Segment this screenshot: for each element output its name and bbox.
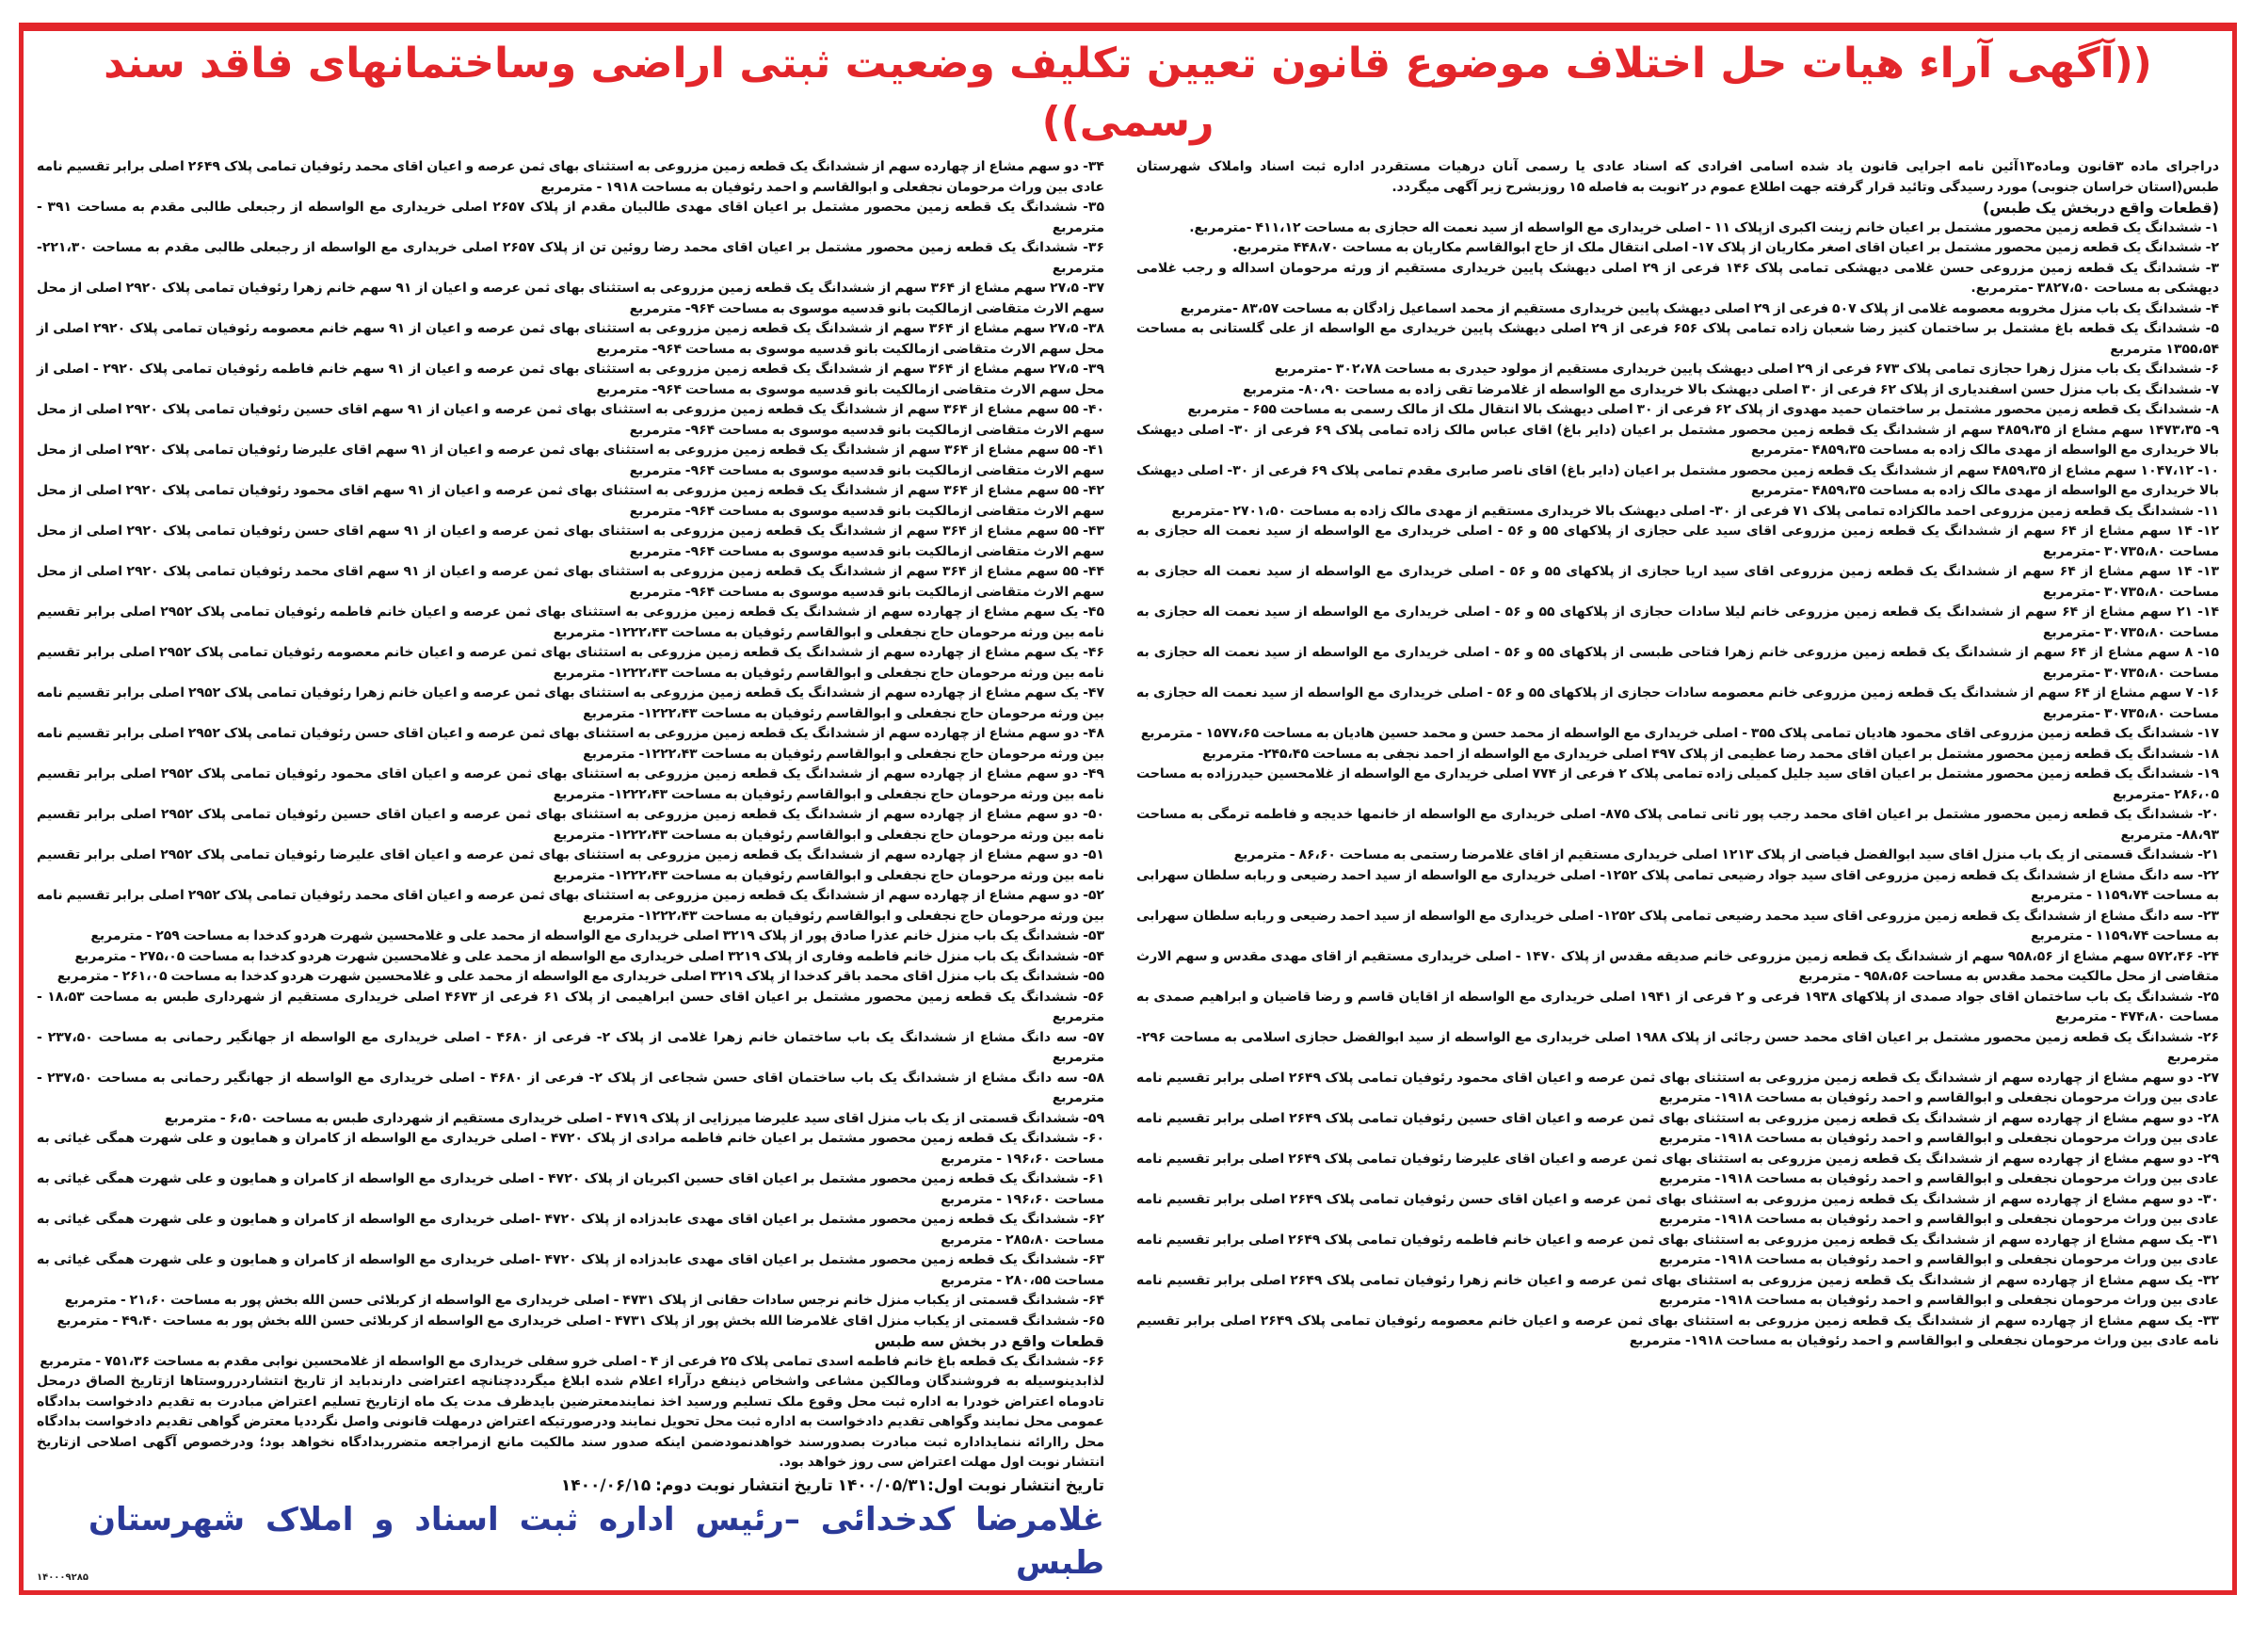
list-item: ۴۹- دو سهم مشاع از چهارده سهم از ششدانگ یک قطعه زمین مزروعی به استثنای بهای ثمن عرصه و اعیان اقای محمود رئوفیان تمامی پلاک ۲۹۵۲ اصلی برابر تقسیم نامه بین ورثه مرحومان حاج نجفعلی و ابوالقاسم رئوفیان به مساحت ۱۲۲۲،۴۳- مترمربع	[37, 766, 1104, 802]
list-item: ۱- ششدانگ یک قطعه زمین محصور مشتمل بر اعیان خانم زینت اکبری ازپلاک ۱۱ - اصلی خریداری مع الواسطه از سید نعمت اله حجازی به مساحت ۴۱۱،۱۲ -مترمربع.	[1189, 219, 2219, 235]
right-items-list	[1136, 218, 2219, 1352]
list-item: ۳۳- یک سهم مشاع از چهارده سهم از ششدانگ یک قطعه زمین مزروعی به استثنای بهای ثمن عرصه و اعیان خانم معصومه رئوفیان تمامی پلاک ۲۶۴۹ اصلی برابر تقسیم نامه عادی بین وراث مرحومان نجفعلی و ابوالقاسم و احمد رئوفیان به مساحت ۱۹۱۸- مترمربع	[1136, 1313, 2219, 1348]
list-item: ۱۲- ۱۴ سهم مشاع از ۶۴ سهم از ششدانگ یک قطعه زمین مزروعی اقای سید علی حجازی از پلاکهای ۵۵ و ۵۶ - اصلی خریداری مع الواسطه از سید نعمت اله حجازی به مساحت ۳۰۷۳۵،۸۰ -مترمربع	[1136, 524, 2220, 559]
section3-items-list	[37, 1352, 1104, 1373]
list-item: ۳۶- ششدانگ یک قطعه زمین محصور مشتمل بر اعیان اقای محمد رضا روئین تن از پلاک ۲۶۵۷ اصلی خریداری مع الواسطه از رجبعلی طالبی مقدم به مساحت ۲۲۱،۳۰- مترمربع	[37, 240, 1104, 276]
list-item: ۳۹- ۲۷،۵ سهم مشاع از ۳۶۴ سهم از ششدانگ یک قطعه زمین مزروعی به استثنای بهای ثمن عرصه و اعیان از ۹۱ سهم خانم فاطمه رئوفیان تمامی پلاک ۲۹۲۰ - اصلی از محل سهم الارث متقاضی ازمالکیت بانو قدسیه موسوی به مساحت ۹۶۴- مترمربع	[37, 362, 1104, 397]
list-item: ۲۳- سه دانگ مشاع از ششدانگ یک قطعه زمین مزروعی اقای سید محمد رضیعی تمامی پلاک ۱۲۵۲- اصلی خریداری مع الواسطه از سید احمد رضیعی و ربابه سلطان سهرابی به مساحت ۱۱۵۹،۷۴ - مترمربع	[1136, 908, 2219, 943]
list-item: ۳۵- ششدانگ یک قطعه زمین محصور مشتمل بر اعیان اقای مهدی طالبیان مقدم از پلاک ۲۶۵۷ اصلی خریداری مع الواسطه از رجبعلی طالبی مقدم به مساحت ۳۹۱ - مترمربع	[37, 200, 1105, 235]
list-item: ۱۸- ششدانگ یک قطعه زمین محصور مشتمل بر اعیان اقای محمد رضا عظیمی از پلاک ۴۹۷ اصلی خریداری مع الواسطه از احمد نجفی به مساحت ۲۴۵،۴۵- مترمربع	[1201, 746, 2219, 762]
left-column	[37, 157, 1104, 1585]
list-item: ۲۶- ششدانگ یک قطعه زمین محصور مشتمل بر اعیان اقای محمد حسن رجائی از پلاک ۱۹۸۸ اصلی خریداری مع الواسطه از سید ابوالفضل حجازی اسلامی به مساحت ۲۹۶- مترمربع	[1136, 1029, 2219, 1065]
list-item: ۵۷- سه دانگ مشاع از ششدانگ یک باب ساختمان خانم زهرا غلامی از پلاک ۲- فرعی از ۴۶۸۰ - اصلی خریداری مع الواسطه از جهانگیر رحمانی به مساحت ۲۳۷،۵۰ - مترمربع	[37, 1029, 1104, 1065]
list-item: ۳- ششدانگ یک قطعه زمین مزروعی حسن غلامی دیهشکی تمامی پلاک ۱۴۶ فرعی از ۲۹ اصلی دیهشک پایین خریداری مستقیم از ورثه مرحومان اسداله و رجب غلامی دیهشکی به مساحت ۳۸۲۷،۵۰ -مترمربع.	[1136, 260, 2220, 296]
list-item: ۳۲- یک سهم مشاع از چهارده سهم از ششدانگ یک قطعه زمین مزروعی به استثنای بهای ثمن عرصه و اعیان خانم زهرا رئوفیان تمامی پلاک ۲۶۴۹ اصلی برابر تقسیم نامه عادی بین وراث مرحومان نجفعلی و ابوالقاسم و احمد رئوفیان به مساحت ۱۹۱۸- مترمربع	[1136, 1272, 2219, 1308]
list-item: ۶۵- ششدانگ قسمتی از یکباب منزل اقای غلامرضا الله بخش پور از پلاک ۴۷۳۱ - اصلی خریداری مع الواسطه از کربلائی حسن الله بخش پور به مساحت ۴۹،۴۰ - مترمربع	[56, 1313, 1104, 1329]
list-item: ۴۳- ۵۵ سهم مشاع از ۳۶۴ سهم از ششدانگ یک قطعه زمین مزروعی به استثنای بهای ثمن عرصه و اعیان از ۹۱ سهم اقای حسن رئوفیان تمامی پلاک ۲۹۲۰ اصلی از محل سهم الارث متقاضی ازمالکیت بانو قدسیه موسوی به مساحت ۹۶۴- مترمربع	[37, 524, 1104, 559]
list-item: ۳۰- دو سهم مشاع از چهارده سهم از ششدانگ یک قطعه زمین مزروعی به استثنای بهای ثمن عرصه و اعیان اقای حسن رئوفیان تمامی پلاک ۲۶۴۹ اصلی برابر تقسیم نامه عادی بین وراث مرحومان نجفعلی و ابوالقاسم و احمد رئوفیان به مساحت ۱۹۱۸- مترمربع	[1136, 1191, 2219, 1227]
notice-columns	[37, 157, 2219, 1585]
left-items-list	[37, 157, 1104, 1331]
list-item: ۳۸- ۲۷،۵ سهم مشاع از ۳۶۴ سهم از ششدانگ یک قطعه زمین مزروعی به استثنای بهای ثمن عرصه و اعیان از ۹۱ سهم خانم معصومه رئوفیان تمامی پلاک ۲۹۲۰ اصلی از محل سهم الارث متقاضی ازمالکیت بانو قدسیه موسوی به مساحت ۹۶۴- مترمربع	[37, 321, 1105, 357]
publication-dates: تاریخ انتشار نوبت اول:۱۴۰۰/۰۵/۳۱ تاریخ انتشار نوبت دوم: ۱۴۰۰/۰۶/۱۵	[560, 1475, 1104, 1495]
list-item: ۳۷- ۲۷،۵ سهم مشاع از ۳۶۴ سهم از ششدانگ یک قطعه زمین مزروعی به استثنای بهای ثمن عرصه و اعیان از ۹۱ سهم خانم زهرا رئوفیان تمامی پلاک ۲۹۲۰ اصلی از محل سهم الارث متقاضی ازمالکیت بانو قدسیه موسوی به مساحت ۹۶۴- مترمربع	[37, 281, 1105, 316]
list-item: ۵۰- دو سهم مشاع از چهارده سهم از ششدانگ یک قطعه زمین مزروعی به استثنای بهای ثمن عرصه و اعیان اقای حسین رئوفیان تمامی پلاک ۲۹۵۲ اصلی برابر تقسیم نامه بین ورثه مرحومان حاج نجفعلی و ابوالقاسم رئوفیان به مساحت ۱۲۲۲،۴۳- مترمربع	[37, 807, 1105, 843]
list-item: ۵۴- ششدانگ یک باب منزل خانم فاطمه وفاری از پلاک ۳۲۱۹ اصلی خریداری مع الواسطه از محمد علی و غلامحسین شهرت هردو کدخدا به مساحت ۲۷۵،۰۵ - مترمربع	[74, 948, 1104, 964]
list-item: ۵۵- ششدانگ یک باب منزل اقای محمد باقر کدخدا از پلاک ۳۲۱۹ اصلی خریداری مع الواسطه از محمد علی و غلامحسین شهرت هردو کدخدا به مساحت ۲۶۱،۰۵ - مترمربع	[56, 969, 1104, 984]
list-item: ۶۱- ششدانگ یک قطعه زمین محصور مشتمل بر اعیان اقای حسین اکبریان از پلاک ۴۷۲۰ - اصلی خریداری مع الواسطه از کامران و همایون و علی شهرت همگی غیاثی به مساحت ۱۹۶،۶۰ - مترمربع	[37, 1171, 1104, 1207]
list-item: ۲۵- ششدانگ یک باب ساختمان اقای جواد صمدی از پلاکهای ۱۹۳۸ فرعی و ۲ فرعی از ۱۹۴۱ اصلی خریداری مع الواسطه از اقایان قاسم و رضا قاضیان و ابراهیم صمدی به مساحت ۴۷۴،۸۰ - مترمربع	[1136, 989, 2219, 1024]
list-item: ۵- ششدانگ یک قطعه باغ مشتمل بر ساختمان کنیز رضا شعبان زاده تمامی پلاک ۶۵۶ فرعی از ۲۹ اصلی دیهشک پایین خریداری مع الواسطه از علی گلستانی به مساحت ۱۳۵۵،۵۴ مترمربع	[1136, 321, 2219, 357]
closing-paragraph: لذابدینوسیله به فروشندگان ومالکین مشاعی واشخاص ذینفع درآراء اعلام شده ابلاغ میگرددچنانچه اعتراضی دارندباید از تاریخ انتشاردرروستاها ازتاریخ الصاق درمحل تادوماه اعتراض خودرا به اداره ثبت محل وقوع ملک تسلیم ورسید اخذ نمایندمعترضین بایدظرف مدت یک ماه ازتاریخ تسلیم اعتراض مبادرت به تقدیم دادخواست بدادگاه عمومی محل نمایند وگواهی تقدیم دادخواست به اداره ثبت محل تحویل نمایند ودرصورتیکه اعتراض درمهلت قانونی واصل نگرددیا معترض گواهی تقدیم دادخواست بدادگاه محل راارائه ننمایداداره ثبت مبادرت بصدورسند خواهدنمودضمن اینکه صدور سند مالکیت مانع ازمراجعه متضرربدادگاه نخواهد بود؛ ودرخصوص آگهی اصلاحی ازتاریخ انتشار نوبت اول مهلت اعتراض سی روز خواهد بود.	[37, 1374, 1104, 1470]
list-item: ۵۲- دو سهم مشاع از چهارده سهم از ششدانگ یک قطعه زمین مزروعی به استثنای بهای ثمن عرصه و اعیان اقای محمد رئوفیان تمامی پلاک ۲۹۵۲ اصلی برابر تقسیم نامه بین ورثه مرحومان حاج نجفعلی و ابوالقاسم رئوفیان به مساحت ۱۲۲۲،۴۳- مترمربع	[37, 888, 1104, 924]
list-item: ۱۴- ۲۱ سهم مشاع از ۶۴ سهم از ششدانگ یک قطعه زمین مزروعی خانم لیلا سادات حجازی از پلاکهای ۵۵ و ۵۶ - اصلی خریداری مع الواسطه از سید نعمت اله حجازی به مساحت ۳۰۷۳۵،۸۰ -مترمربع	[1136, 604, 2220, 640]
section3-heading: قطعات واقع در بخش سه طبس	[874, 1332, 1104, 1350]
list-item: ۴۴- ۵۵ سهم مشاع از ۳۶۴ سهم از ششدانگ یک قطعه زمین مزروعی به استثنای بهای ثمن عرصه و اعیان از ۹۱ سهم اقای محمد رئوفیان تمامی پلاک ۲۹۲۰ اصلی از محل سهم الارث متقاضی ازمالکیت بانو قدسیه موسوی به مساحت ۹۶۴- مترمربع	[37, 564, 1104, 600]
list-item: ۲۷- دو سهم مشاع از چهارده سهم از ششدانگ یک قطعه زمین مزروعی به استثنای بهای ثمن عرصه و اعیان اقای محمود رئوفیان تمامی پلاک ۲۶۴۹ اصلی برابر تقسیم نامه عادی بین وراث مرحومان نجفعلی و ابوالقاسم و احمد رئوفیان به مساحت ۱۹۱۸- مترمربع	[1136, 1070, 2219, 1105]
list-item: ۱۱- ششدانگ یک قطعه زمین مزروعی احمد مالکزاده تمامی پلاک ۷۱ فرعی از ۳۰- اصلی دیهشک بالا خریداری مستقیم از مهدی مالک زاده به مساحت ۲۷۰۱،۵۰ -مترمربع	[1171, 503, 2219, 519]
list-item: ۲۲- سه دانگ مشاع از ششدانگ یک قطعه زمین مزروعی اقای سید جواد رضیعی تمامی پلاک ۱۲۵۲- اصلی خریداری مع الواسطه از سید احمد رضیعی و ربابه سلطان سهرابی به مساحت ۱۱۵۹،۷۴ - مترمربع	[1136, 867, 2219, 903]
list-item: ۴۶- یک سهم مشاع از چهارده سهم از ششدانگ یک قطعه زمین مزروعی به استثنای بهای ثمن عرصه و اعیان خانم معصومه رئوفیان تمامی پلاک ۲۹۵۲ اصلی برابر تقسیم نامه بین ورثه مرحومان حاج نجفعلی و ابوالقاسم رئوفیان به مساحت ۱۲۲۲،۴۳- مترمربع	[37, 645, 1104, 681]
list-item: ۳۱- یک سهم مشاع از چهارده سهم از ششدانگ یک قطعه زمین مزروعی به استثنای بهای ثمن عرصه و اعیان خانم فاطمه رئوفیان تمامی پلاک ۲۶۴۹ اصلی برابر تقسیم نامه عادی بین وراث مرحومان نجفعلی و ابوالقاسم و احمد رئوفیان به مساحت ۱۹۱۸- مترمربع	[1136, 1232, 2219, 1267]
list-item: ۶۰- ششدانگ یک قطعه زمین محصور مشتمل بر اعیان خانم فاطمه مرادی از پلاک ۴۷۲۰ - اصلی خریداری مع الواسطه از کامران و همایون و علی شهرت همگی غیاثی به مساحت ۱۹۶،۶۰ - مترمربع	[37, 1131, 1105, 1167]
list-item: ۲۰- ششدانگ یک قطعه زمین محصور مشتمل بر اعیان اقای محمد رجب پور ثانی تمامی پلاک ۸۷۵- اصلی خریداری مع الواسطه از خانمها خدیجه و فاطمه ترمگی به مساحت ۸۸،۹۳- مترمربع	[1136, 807, 2219, 843]
list-item: ۲۹- دو سهم مشاع از چهارده سهم از ششدانگ یک قطعه زمین مزروعی به استثنای بهای ثمن عرصه و اعیان اقای علیرضا رئوفیان تمامی پلاک ۲۶۴۹ اصلی برابر تقسیم نامه عادی بین وراث مرحومان نجفعلی و ابوالقاسم و احمد رئوفیان به مساحت ۱۹۱۸- مترمربع	[1136, 1151, 2219, 1186]
list-item: ۲۴- ۵۷۲،۴۶ سهم مشاع از ۹۵۸،۵۶ سهم از ششدانگ یک قطعه زمین مزروعی خانم صدیقه مقدس از پلاک ۱۴۷۰ - اصلی خریداری مستقیم از اقای مهدی مقدس و سهم الارث متقاضی از محل مالکیت محمد مقدس به مساحت ۹۵۸،۵۶ - مترمربع	[1136, 948, 2220, 984]
signature-row	[37, 1498, 1104, 1585]
list-item: ۲۸- دو سهم مشاع از چهارده سهم از ششدانگ یک قطعه زمین مزروعی به استثنای بهای ثمن عرصه و اعیان اقای حسین رئوفیان تمامی پلاک ۲۶۴۹ اصلی برابر تقسیم نامه عادی بین وراث مرحومان نجفعلی و ابوالقاسم و احمد رئوفیان به مساحت ۱۹۱۸- مترمربع	[1136, 1110, 2219, 1146]
section1-heading: (قطعات واقع دربخش یک طبس)	[1982, 199, 2219, 217]
notice-frame	[19, 23, 2237, 1595]
list-item: ۱۵- ۸ سهم مشاع از ۶۴ سهم از ششدانگ یک قطعه زمین مزروعی خانم زهرا فتاحی طبسی از پلاکهای ۵۵ و ۵۶ - اصلی خریداری مع الواسطه از سید نعمت اله حجازی به مساحت ۳۰۷۳۵،۸۰ -مترمربع	[1136, 645, 2220, 681]
list-item: ۴۱- ۵۵ سهم مشاع از ۳۶۴ سهم از ششدانگ یک قطعه زمین مزروعی به استثنای بهای ثمن عرصه و اعیان از ۹۱ سهم اقای علیرضا رئوفیان تمامی پلاک ۲۹۲۰ اصلی از محل سهم الارث متقاضی ازمالکیت بانو قدسیه موسوی به مساحت ۹۶۴- مترمربع	[37, 443, 1104, 478]
list-item: ۱۳- ۱۴ سهم مشاع از ۶۴ سهم از ششدانگ یک قطعه زمین مزروعی اقای سید اریا حجازی از پلاکهای ۵۵ و ۵۶ - اصلی خریداری مع الواسطه از سید نعمت اله حجازی به مساحت ۳۰۷۳۵،۸۰ -مترمربع	[1136, 564, 2220, 600]
notice-title: ((آگهی آراء هیات حل اختلاف موضوع قانون تعیین تکلیف وضعیت ثبتی اراضی وساختمانهای فاقد سند رسمی))	[104, 40, 2152, 146]
list-item: ۵۸- سه دانگ مشاع از ششدانگ یک باب ساختمان اقای حسن شجاعی از پلاک ۲- فرعی از ۴۶۸۰ - اصلی خریداری مع الواسطه از جهانگیر رحمانی به مساحت ۲۳۷،۵۰ - مترمربع	[37, 1070, 1104, 1105]
list-item: ۴۲- ۵۵ سهم مشاع از ۳۶۴ سهم از ششدانگ یک قطعه زمین مزروعی به استثنای بهای ثمن عرصه و اعیان از ۹۱ سهم اقای محمود رئوفیان تمامی پلاک ۲۹۲۰ اصلی از محل سهم الارث متقاضی ازمالکیت بانو قدسیه موسوی به مساحت ۹۶۴- مترمربع	[37, 483, 1105, 519]
list-item: ۵۹- ششدانگ قسمتی از یک باب منزل اقای سید علیرضا میرزایی از پلاک ۴۷۱۹ - اصلی خریداری مستقیم از شهرداری طبس به مساحت ۶،۵۰ - مترمربع	[164, 1110, 1104, 1126]
list-item: ۴۸- دو سهم مشاع از چهارده سهم از ششدانگ یک قطعه زمین مزروعی به استثنای بهای ثمن عرصه و اعیان اقای حسن رئوفیان تمامی پلاک ۲۹۵۲ اصلی برابر تقسیم نامه بین ورثه مرحومان حاج نجفعلی و ابوالقاسم رئوفیان به مساحت ۱۲۲۲،۴۳- مترمربع	[37, 726, 1104, 762]
notice-code: ۱۴۰۰۰۹۲۸۵	[37, 1571, 88, 1583]
list-item: ۴۵- یک سهم مشاع از چهارده سهم از ششدانگ یک قطعه زمین مزروعی به استثنای بهای ثمن عرصه و اعیان خانم فاطمه رئوفیان تمامی پلاک ۲۹۵۲ اصلی برابر تقسیم نامه بین ورثه مرحومان حاج نجفعلی و ابوالقاسم رئوفیان به مساحت ۱۲۲۲،۴۳- مترمربع	[37, 604, 1104, 640]
list-item: ۹- ۱۴۷۳،۳۵ سهم مشاع از ۴۸۵۹،۳۵ سهم از ششدانگ یک قطعه زمین محصور مشتمل بر اعیان (دایر باغ) اقای عباس مالک زاده تمامی پلاک ۶۹ فرعی از ۳۰- اصلی دیهشک بالا خریداری مع الواسطه از مهدی مالک زاده به مساحت ۴۸۵۹،۳۵ -مترمربع	[1136, 422, 2220, 458]
list-item: ۱۹- ششدانگ یک قطعه زمین محصور مشتمل بر اعیان اقای سید جلیل کمیلی زاده تمامی پلاک ۲ فرعی از ۷۷۴ اصلی خریداری مع الواسطه از غلامحسین حیدرزاده به مساحت ۲۸۶،۰۵ -مترمربع	[1136, 766, 2219, 802]
list-item: ۴۷- یک سهم مشاع از چهارده سهم از ششدانگ یک قطعه زمین مزروعی به استثنای بهای ثمن عرصه و اعیان خانم زهرا رئوفیان تمامی پلاک ۲۹۵۲ اصلی برابر تقسیم نامه بین ورثه مرحومان حاج نجفعلی و ابوالقاسم رئوفیان به مساحت ۱۲۲۲،۴۳- مترمربع	[37, 685, 1104, 721]
list-item: ۶۶- ششدانگ یک قطعه باغ خانم فاطمه اسدی تمامی پلاک ۲۵ فرعی از ۴ - اصلی خرو سفلی خریداری مع الواسطه از غلامحسین نوابی مقدم به مساحت ۷۵۱،۳۶ - مترمربع	[40, 1353, 1104, 1369]
list-item: ۵۳- ششدانگ یک باب منزل خانم عذرا صادق پور از پلاک ۳۲۱۹ اصلی خریداری مع الواسطه از محمد علی و غلامحسین شهرت هردو کدخدا به مساحت ۲۵۹ - مترمربع	[90, 928, 1104, 943]
list-item: ۱۷- ششدانگ یک قطعه زمین مزروعی اقای محمود هادیان تمامی پلاک ۳۵۵ - اصلی خریداری مع الواسطه از محمد حسن و محمد حسین هادیان به مساحت ۱۵۷۷،۶۵ - مترمربع	[1140, 726, 2219, 741]
list-item: ۴۰- ۵۵ سهم مشاع از ۳۶۴ سهم از ششدانگ یک قطعه زمین مزروعی به استثنای بهای ثمن عرصه و اعیان از ۹۱ سهم اقای حسین رئوفیان تمامی پلاک ۲۹۲۰ اصلی از محل سهم الارث متقاضی ازمالکیت بانو قدسیه موسوی به مساحت ۹۶۴- مترمربع	[37, 402, 1104, 438]
list-item: ۱۶- ۷ سهم مشاع از ۶۴ سهم از ششدانگ یک قطعه زمین مزروعی خانم معصومه سادات حجازی از پلاکهای ۵۵ و ۵۶ - اصلی خریداری مع الواسطه از سید نعمت اله حجازی به مساحت ۳۰۷۳۵،۸۰ -مترمربع	[1136, 685, 2220, 721]
list-item: ۲- ششدانگ یک قطعه زمین محصور مشتمل بر اعیان اقای اصغر مکاریان از پلاک ۱۷- اصلی انتقال ملک از حاج ابوالقاسم مکاریان به مساحت ۴۴۸،۷۰ مترمربع.	[1232, 240, 2219, 255]
list-item: ۶۴- ششدانگ قسمتی از یکباب منزل خانم نرجس سادات حقانی از پلاک ۴۷۳۱ - اصلی خریداری مع الواسطه از کربلائی حسن الله بخش پور به مساحت ۲۱،۶۰ - مترمربع	[64, 1293, 1104, 1308]
list-item: ۴- ششدانگ یک باب منزل مخروبه معصومه غلامی از پلاک ۵۰۷ فرعی از ۲۹ اصلی دیهشک پایین خریداری مستقیم از محمد اسماعیل زادگان به مساحت ۸۳،۵۷ -مترمربع	[1180, 300, 2219, 316]
list-item: ۱۰- ۱۰۴۷،۱۲ سهم مشاع از ۴۸۵۹،۳۵ سهم از ششدانگ یک قطعه زمین محصور مشتمل بر اعیان (دایر باغ) اقای ناصر صابری مقدم تمامی پلاک ۶۹ فرعی از ۳۰- اصلی دیهشک بالا خریداری مع الواسطه از مهدی مالک زاده به مساحت ۴۸۵۹،۳۵ -مترمربع	[1136, 462, 2220, 498]
list-item: ۲۱- ششدانگ قسمتی از یک باب منزل اقای سید ابوالفضل فیاضی از پلاک ۱۲۱۳ اصلی خریداری مستقیم از اقای غلامرضا رستمی به مساحت ۸۶،۶۰ - مترمربع	[1233, 847, 2219, 862]
intro-paragraph: دراجرای ماده ۳قانون وماده۱۳آئین نامه اجرایی قانون یاد شده اسامی افرادی که اسناد عادی یا رسمی آنان درهیات مستقردر اداره ثبت اسناد واملاک شهرستان طبس(استان خراسان جنوبی) مورد رسیدگی وتائید قرار گرفته جهت اطلاع عموم در ۲نوبت به فاصله ۱۵ روزبشرح زیر آگهی میگردد.	[1136, 159, 2220, 195]
list-item: ۸- ششدانگ یک قطعه زمین محصور مشتمل بر ساختمان حمید مهدوی از پلاک ۶۲ فرعی از ۳۰ اصلی دیهشک بالا انتقال ملک از مالک رسمی به مساحت ۶۵۵ - مترمربع	[1187, 402, 2219, 417]
list-item: ۵۶- ششدانگ یک قطعه زمین محصور مشتمل بر اعیان اقای حسن ابراهیمی از پلاک ۶۱ فرعی از ۴۶۷۳ اصلی خریداری مستقیم از شهرداری طبس به مساحت ۱۸،۵۳ - مترمربع	[37, 989, 1104, 1024]
list-item: ۶- ششدانگ یک باب منزل زهرا حجازی تمامی پلاک ۶۷۳ فرعی از ۲۹ اصلی دیهشک پایین خریداری مستقیم از مولود حیدری به مساحت ۳۰۲،۷۸ -مترمربع	[1274, 362, 2219, 377]
right-column	[1136, 157, 2219, 1352]
list-item: ۶۲- ششدانگ یک قطعه زمین محصور مشتمل بر اعیان اقای مهدی عابدزاده از پلاک ۴۷۲۰ -اصلی خریداری مع الواسطه از کامران و همایون و علی شهرت همگی غیاثی به مساحت ۲۸۵،۸۰ - مترمربع	[37, 1212, 1104, 1248]
list-item: ۷- ششدانگ یک باب منزل حسن اسفندیاری از پلاک ۶۲ فرعی از ۳۰ اصلی دیهشک بالا خریداری مع الواسطه از غلامرضا تقی زاده به مساحت ۸۰،۹۰- مترمربع	[1243, 381, 2219, 397]
list-item: ۵۱- دو سهم مشاع از چهارده سهم از ششدانگ یک قطعه زمین مزروعی به استثنای بهای ثمن عرصه و اعیان اقای علیرضا رئوفیان تمامی پلاک ۲۹۵۲ اصلی برابر تقسیم نامه بین ورثه مرحومان حاج نجفعلی و ابوالقاسم رئوفیان به مساحت ۱۲۲۲،۴۳- مترمربع	[37, 847, 1104, 883]
signature: غلامرضا کدخدائی –رئیس اداره ثبت اسناد و املاک شهرستان طبس	[88, 1500, 1104, 1582]
list-item: ۶۳- ششدانگ یک قطعه زمین محصور مشتمل بر اعیان اقای مهدی عابدزاده از پلاک ۴۷۲۰ -اصلی خریداری مع الواسطه از کامران و همایون و علی شهرت همگی غیاثی به مساحت ۲۸۰،۵۵ - مترمربع	[37, 1252, 1104, 1288]
list-item: ۳۴- دو سهم مشاع از چهارده سهم از ششدانگ یک قطعه زمین مزروعی به استثنای بهای ثمن عرصه و اعیان اقای محمد رئوفیان تمامی پلاک ۲۶۴۹ اصلی برابر تقسیم نامه عادی بین وراث مرحومان نجفعلی و ابوالقاسم و احمد رئوفیان به مساحت ۱۹۱۸ - مترمربع	[37, 159, 1104, 195]
